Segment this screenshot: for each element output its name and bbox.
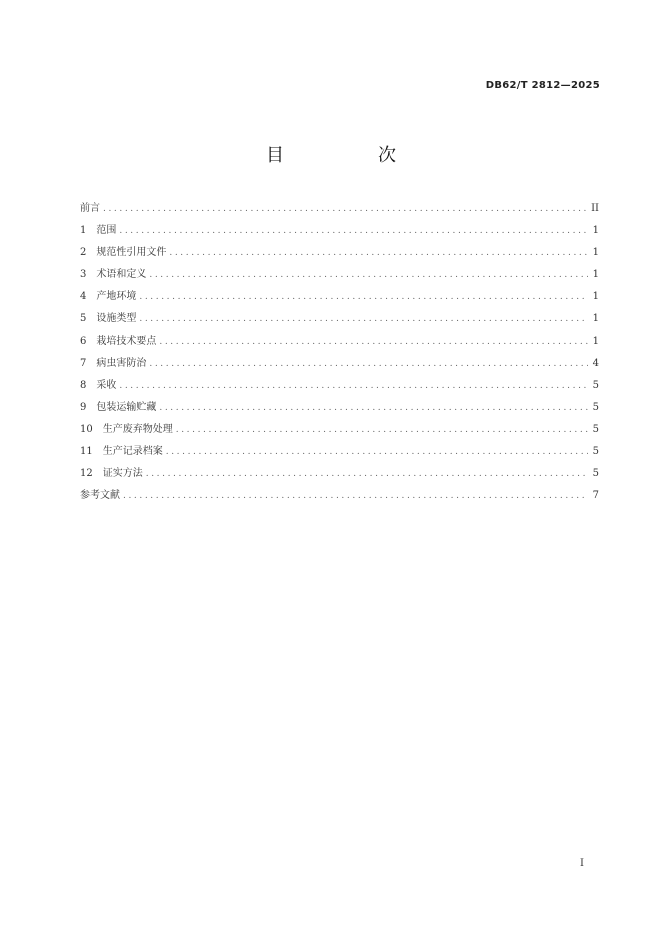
- toc-dot-leader: [149, 270, 588, 280]
- toc-entry-5[interactable]: [80, 309, 599, 331]
- toc-entry-6[interactable]: [80, 332, 599, 354]
- toc-entry-label: 术语和定义: [96, 269, 147, 281]
- toc-entry-number: 2: [80, 247, 87, 259]
- toc-entry-foreword[interactable]: [80, 199, 599, 221]
- toc-entry-label: 病虫害防治: [96, 357, 147, 369]
- toc-entry-label: 生产废弃物处理: [102, 423, 173, 435]
- toc-entry-page: 5: [592, 423, 599, 435]
- toc-entry-label: 范围: [96, 225, 117, 237]
- toc-entry-number: 4: [80, 291, 87, 303]
- toc-entry-label: 采收: [96, 379, 117, 391]
- toc-entry-label: 参考文献: [80, 490, 120, 502]
- toc-entry-references[interactable]: [80, 486, 599, 508]
- toc-entry-label: 生产记录档案: [102, 446, 163, 458]
- toc-dot-leader: [159, 403, 588, 413]
- toc-entry-page: 1: [592, 335, 599, 347]
- toc-dot-leader: [159, 337, 588, 347]
- toc-dot-leader: [139, 292, 588, 302]
- toc-entry-page: 7: [592, 490, 599, 502]
- toc-entry-number: 9: [80, 401, 87, 413]
- toc-dot-leader: [119, 226, 588, 236]
- toc-dot-leader: [176, 425, 588, 435]
- toc-entry-page: 1: [592, 225, 599, 237]
- toc-entry-4[interactable]: [80, 287, 599, 309]
- toc-dot-leader: [139, 314, 588, 324]
- toc-entry-page: 1: [592, 313, 599, 325]
- toc-entry-label: 产地环境: [96, 291, 137, 303]
- page-title: 目 次: [266, 145, 434, 166]
- toc-entry-page: 5: [592, 446, 599, 458]
- toc-entry-label: 栽培技术要点: [96, 335, 157, 347]
- toc-entry-number: 8: [80, 379, 87, 391]
- table-of-contents: [80, 199, 599, 508]
- toc-dot-leader: [119, 381, 588, 391]
- toc-entry-label: 规范性引用文件: [96, 247, 167, 259]
- toc-entry-label: 包装运输贮藏: [96, 401, 157, 413]
- toc-entry-page: 1: [592, 269, 599, 281]
- toc-entry-10[interactable]: [80, 420, 599, 442]
- toc-entry-number: 6: [80, 335, 87, 347]
- toc-entry-page: 1: [592, 291, 599, 303]
- toc-entry-label: 前言: [80, 203, 100, 214]
- toc-dot-leader: [123, 491, 588, 501]
- toc-entry-page: II: [591, 203, 599, 214]
- toc-entry-number: 10: [80, 423, 93, 435]
- toc-entry-number: 7: [80, 357, 87, 369]
- toc-entry-page: 4: [592, 357, 599, 369]
- page-number: I: [580, 858, 584, 869]
- toc-entry-1[interactable]: [80, 221, 599, 243]
- toc-dot-leader: [166, 447, 588, 457]
- toc-entry-number: 5: [80, 313, 87, 325]
- toc-dot-leader: [146, 469, 588, 479]
- toc-entry-number: 12: [80, 468, 93, 480]
- toc-entry-8[interactable]: [80, 376, 599, 398]
- toc-entry-11[interactable]: [80, 442, 599, 464]
- toc-entry-2[interactable]: [80, 243, 599, 265]
- toc-entry-number: 1: [80, 225, 87, 237]
- document-code: DB62/T 2812—2025: [485, 80, 600, 91]
- toc-dot-leader: [149, 359, 588, 369]
- toc-entry-page: 5: [592, 379, 599, 391]
- toc-entry-label: 证实方法: [102, 468, 143, 480]
- toc-entry-page: 5: [592, 401, 599, 413]
- toc-dot-leader: [103, 204, 588, 214]
- toc-entry-number: 11: [80, 446, 93, 458]
- toc-entry-3[interactable]: [80, 265, 599, 287]
- toc-entry-12[interactable]: [80, 464, 599, 486]
- toc-entry-7[interactable]: [80, 354, 599, 376]
- toc-entry-page: 1: [592, 247, 599, 259]
- toc-entry-page: 5: [592, 468, 599, 480]
- toc-entry-9[interactable]: [80, 398, 599, 420]
- toc-entry-label: 设施类型: [96, 313, 137, 325]
- toc-dot-leader: [169, 248, 588, 258]
- toc-entry-number: 3: [80, 269, 87, 281]
